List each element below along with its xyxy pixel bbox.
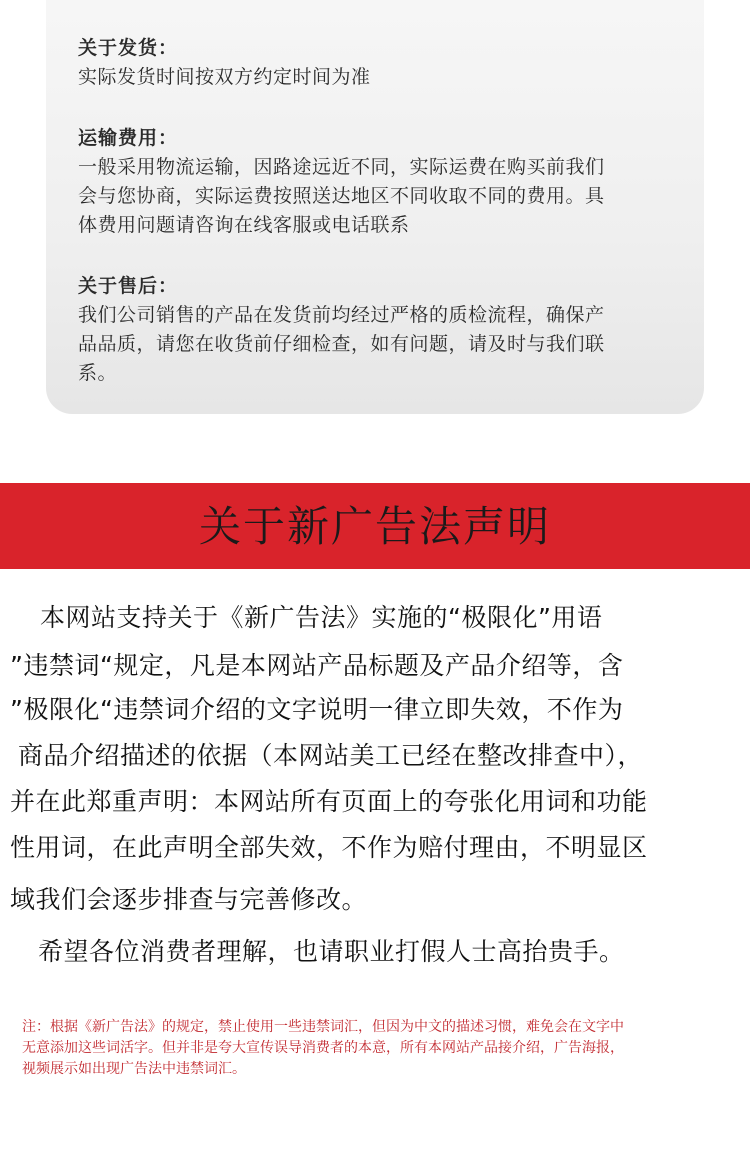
freight-section — [78, 124, 678, 240]
declaration-line: 性用词，在此声明全部失效，不作为赔付理由，不明显区 — [10, 833, 648, 862]
after-sales-body-line: 系。 — [78, 362, 118, 384]
declaration-line: 本网站支持关于《新广告法》实施的“极限化”用语 — [40, 603, 603, 632]
declaration-line: ”极限化“违禁词介绍的文字说明一律立即失效，不作为 — [10, 695, 624, 724]
after-sales-body-line: 品品质，请您在收货前仔细检查，如有问题，请及时与我们联 — [78, 333, 605, 355]
declaration-banner — [0, 483, 750, 569]
shipping-heading: 关于发货： — [78, 37, 179, 59]
freight-heading: 运输费用： — [78, 127, 179, 149]
shipping-section — [78, 34, 678, 92]
note-line: 注：根据《新广告法》的规定，禁止使用一些违禁词汇，但因为中文的描述习惯，难免会在文字中 — [22, 1019, 624, 1035]
shipping-body-line: 实际发货时间按双方约定时间为准 — [78, 66, 371, 88]
banner-title: 关于新广告法声明 — [198, 502, 551, 551]
after-sales-section — [78, 272, 678, 388]
after-sales-heading: 关于售后： — [78, 275, 179, 297]
note-line: 无意添加这些词活字。但并非是夸大宣传误导消费者的本意，所有本网站产品接介绍，广告海报， — [22, 1040, 624, 1056]
freight-body-line: 体费用问题请咨询在线客服或电话联系 — [78, 214, 410, 236]
freight-body-line: 一般采用物流运输，因路途远近不同，实际运费在购买前我们 — [78, 156, 605, 178]
declaration-line: 希望各位消费者理解，也请职业打假人士高抬贵手。 — [38, 937, 625, 966]
declaration-line: 域我们会逐步排查与完善修改。 — [10, 885, 368, 914]
declaration-line: 并在此郑重声明：本网站所有页面上的夸张化用词和功能 — [10, 787, 648, 816]
after-sales-body-line: 我们公司销售的产品在发货前均经过严格的质检流程，确保产 — [78, 304, 605, 326]
declaration-line: 商品介绍描述的依据（本网站美工已经在整改排查中）， — [18, 741, 644, 770]
note-line: 视频展示如出现广告法中违禁词汇。 — [22, 1061, 246, 1077]
freight-body-line: 会与您协商，实际运费按照送达地区不同收取不同的费用。具 — [78, 185, 605, 207]
declaration-line: ”违禁词“规定，凡是本网站产品标题及产品介绍等，含 — [10, 651, 624, 680]
